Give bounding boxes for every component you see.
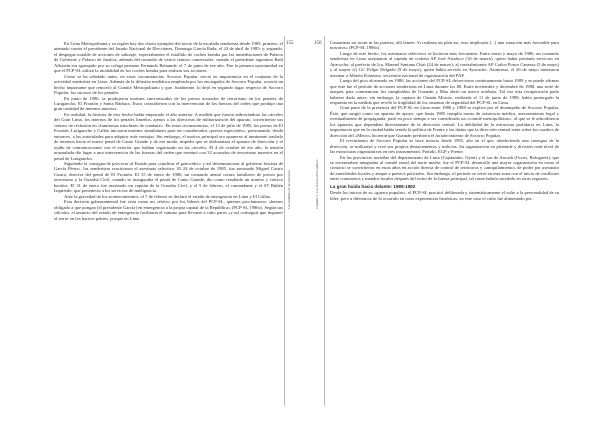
right-page [300,0,600,431]
right-text-column [330,40,559,201]
right-running-head [313,49,323,209]
right-margin-rule [324,36,325,406]
right-running-head-text: Capítulo 1. Los actores del conflicto [315,159,319,209]
left-paragraph: Siguiendo la consigna de provocar al Estado para «sindicar el genocidio» y así desenmascarar al gobierno fascista de García Pérez», las senderistas reactivaron el asesinato selectivo. El 24 de octubre de 1985, fue asesinado Miguel Castro Castro, director del penal de El Frontón. El 15 de enero de 1986, un comando atentó contra familiares de presos por terrorismo y la Guardia Civil, cuando se inauguraba el penal de Canto Grande, dio como resultado un muerto y catorce heridos. El 31 de enero fue asesinado un capitán de la Guardia Civil, y el 5 de febrero, el comandante y el ST Rubén Izquierdo, que pertenecía a los servicios de inteligencia. [54,160,283,194]
section-subheading: La gran huida hacia delante: 1989-1992 [330,183,416,189]
left-paragraph: Esta decisión gubernamental fue vista como un «éxito» por los líderes del PCP-SL, quienes proclamaron: «hemos obligado a que pongan [el presidente García] en emergencia a la propia capital de la República» (PCP-SL 1986c). Según sus cálculos, el anuncio del estado de emergencia facilitaría el camino para llevarse a cabo paros «y así conseguir que imponer el terror en los barrios pobres, porque en Lima [54,199,283,221]
left-paragraph: En junio de 1986, se produjeron motines sincronizados de los presos acusados de terrorismo en los penales de Lurigancho, El Frontón y Santa Bárbara. Estos coincidieron con la intervención de las fuerzas del orden que produjo una gran cantidad de internos muertos. [54,95,283,112]
right-paragraph: Luego de este hecho, los asesinatos selectivos se hicieron más frecuentes. Entre enero y mayo de 1986, un comando senderista en Lima asesinaron al capitán de corbeta AP José Alzaluco (16 de marzo), quien había prestado servicios en Ayacucho; al prefecto de Ica, Manuel Santana Chiri (24 de marzo); al contralmirante AP Carlos Ponce Canessa (5 de mayo) y al mayor (r) GC Felipe Delgado (9 de mayo), quien había servido en Ayacucho. Asimismo, el 26 de mayo intentaron asesinar a Alberto Kitazono, secretario nacional de organización del PAP. [330,50,559,78]
right-paragraph: El crecimiento de Socorro Popular se hace notorio desde 1985, año en el que, obedeciendo una consigna de la dirección, se militarizó y creó sus propios destacamentos y milicias. Su organización en pirámide y división cada nivel de las estructuras organizativas en tres instrumentos: Partido, EGP y Frente. [330,138,559,155]
right-paragraph: Casuarinas no tocan ni las puertas, allí lamen. Si realizan un plan así, esto implicaría [...] una situación más favorable para nosotros» (PCP-SL 1986c). [330,40,559,51]
left-paragraph: Ante la gravedad de los acontecimientos, el 7 de febrero se declaró el estado de emergencia en Lima y El Callao. [64,193,272,199]
right-paragraph: Desde los inicios de su «guerra popular», el PCP-SL practicó deliberada y sistemáticamente el culto a la personalidad de su líder; pero a diferencia de lo ocurrido en otras experiencias históricas, en este caso el culto fue alimentado por [330,190,559,201]
right-page-number: 156 [314,41,322,46]
left-page-number: 155 [286,41,294,46]
right-paragraph: En las provincias norteñas del departamento de Lima (Cajatambo, Oyón) y el sur de Ancash (Ocros, Bolognesi), que se encontraban integradas al comité zonal del norte medio, fue el PCP-SL desarrolló una mayor organización en torno al contacto se convirtieron en estos años en acción directa de control de territorios y «aniquilamiento» de poder por asesinato de autoridades locales y ataque a puestos policiales. Sin embargo, el período se cerró en esta zona con el inicio de conflictos entre comuneros y mandos locales después del retiro de la fuerza principal, tal como habría sucedido en otras regiones. [330,154,559,182]
left-paragraph: Como se ha señalado antes, en estas circunstancias, Socorro Popular creció en importancia en el conjunto de la actividad senderista en Lima. Además de la difusión mediática empleada por los encargados de Socorro Popular, ocurrió un hecho importante que removió al Comité Metropolitano y que, finalmente, lo dejó en segundo lugar respecto de Socorro Popular: los sucesos de los penales. [54,73,283,96]
left-text-column [54,41,283,221]
right-paragraph: Gran parte de la presencia del PCP-SL en Lima entre 1986 y 1988 se explica por el desempeño de Socorro Popular. Éste, que surgió como un aparato de apoyo, que hasta 1985 cumplía tareas de asistencia médica, asesoramiento legal y eventualmente de propaganda, pasó en poco tiempo a ser considerado un «comité metropolitano», al que se le adscribieron los aparatos que dependían directamente de la dirección central. La debilidad de la estructura partidaria en Lima, la importancia que en la ciudad había tenido la política de Frente y las dudas que la dirección central tenía sobre los cuadros de dirección del «Metro» hicieron que Guzmán prefiriera el fortalecimiento de Socorro Popular. [330,105,559,138]
left-running-head-text: Las ciudades de la violencia [287,170,291,209]
left-paragraph: En realidad, la historia de este hecho había empezado el año anterior. A medida que fueron atiborrándose las cárceles del Gran Lima, los internos de los penales limeños, ajenos a las directivas de militarización del aparato, convirtieron sus centros de reclusión en «luminosas trincheras de combate». En estas circunstancias, el 13 de julio de 1985, los presos de El Frontón, Lurigancho y Callao iniciaron motines simultáneos para ser considerados «presos especiales», presionando, desde entonces, a las autoridades para adquirir más ventajas. Sin embargo, el motivo principal era oponerse al inminente traslado de internos hacia el nuevo penal de Canto Grande y de ese modo, impedir que se desbaratara el aparato de dirección y el tejido de comunicaciones con el exterior que habían organizado en las cárceles. El 4 de octubre de ese año, la tensión acumulada dio lugar a una intervención de las fuerzas del orden que terminó con 32 acusados de terrorismo muertos en el penal de Lurigancho. [54,111,283,161]
left-paragraph: En Lima Metropolitana y su región hay dos claros ejemplos del inicio de la escalada senderista desde 1985: primero, el atentado contra el presidente del Jurado Nacional de Elecciones, Domingo García Rada, el 24 de abril de 1985; y, segundo, el despegue notable de acciones de sabotaje, especialmente el estallido de coches bomba por las inmediaciones de Palacio de Gobierno y Palacio de Justicia, además del incendio de varios centros comerciales, cuando el presidente argentino Raúl Alfonsín era agasajado por su colega peruano Fernando Belaunde, el 7 de junio de ese año. Fue la primera oportunidad en que el PCP-SL utilizó la modalidad de los coches bomba para realizar sus acciones. [54,41,283,74]
left-running-head [285,49,295,209]
right-paragraph: Luego del pico alcanzado en 1986, las acciones del PCP-SL decrecieron continuamente hasta 1989 y se puede afirmar que éste fue el período de acciones senderistas en Lima durante los 80. Entre noviembre y diciembre de 1988, una serie de ataques para conmemorar los cumpleaños de Guzmán y Mao abrió un nuevo arrebato. Tal vez esta recuperación pudo haberse dado antes; sin embargo, la captura de Osmán Morote, realizada el 11 de junio de 1988, había postergado la respuesta en la medida que reveló la fragilidad de los sistemas de seguridad del PCP-SL en Lima. [330,78,559,105]
